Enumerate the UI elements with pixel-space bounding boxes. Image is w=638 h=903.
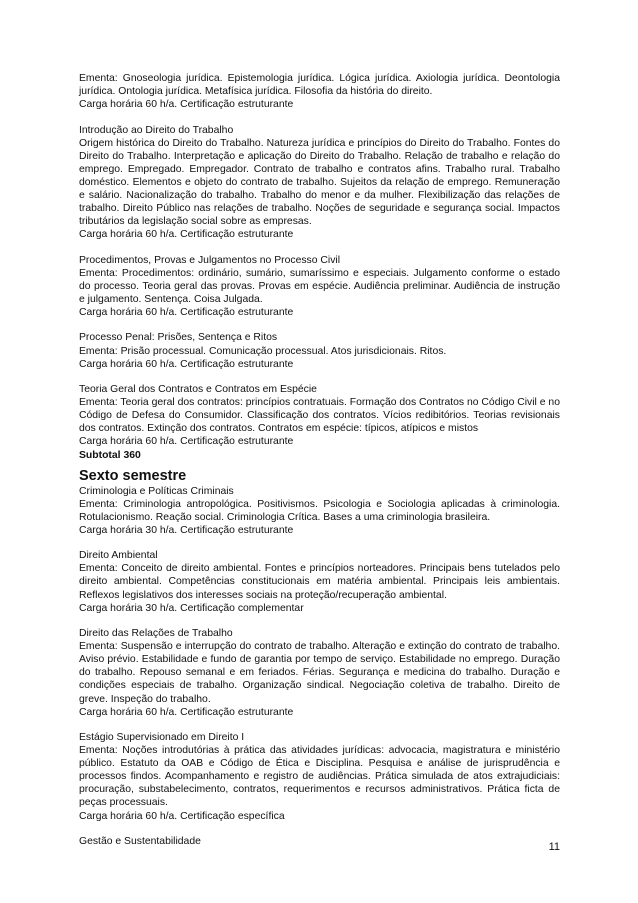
course-carga: Carga horária 60 h/a. Certificação estruturante	[79, 436, 294, 448]
course-block-criminologia	[79, 485, 563, 537]
course-ementa: Ementa: Conceito de direito ambiental. Fontes e princípios norteadores. Principais bens tutelados pelo direito ambiental. Competências constitucionais em matéria ambiental. Principais leis ambientais. Reflexos legislativos dos interesses sociais na proteção/recuperação ambiental.	[79, 563, 563, 601]
course-carga: Carga horária 60 h/a. Certificação estruturante	[79, 99, 294, 111]
course-title: Direito das Relações de Trabalho	[79, 628, 233, 640]
course-block-filosofia	[79, 72, 563, 111]
section-heading: Sexto semestre	[79, 467, 187, 484]
subtotal: Subtotal 360	[79, 449, 141, 461]
course-ementa: Ementa: Procedimentos: ordinário, sumário, sumaríssimo e especiais. Julgamento conforme o estado do processo. Teoria geral das provas. Provas em espécie. Audiência preliminar. Audiência de instrução e julgamento. Sentença. Coisa Julgada.	[79, 267, 563, 305]
course-title: Introdução ao Direito do Trabalho	[79, 124, 234, 136]
course-title: Direito Ambiental	[79, 550, 158, 562]
course-block-gestao	[79, 835, 560, 848]
course-carga: Carga horária 60 h/a. Certificação específica	[79, 810, 285, 822]
course-ementa: Ementa: Noções introdutórias à prática das atividades jurídicas: advocacia, magistratura e ministério público. Estatuto da OAB e Código de Ética e Disciplina. Pesquisa e análise de jurisprudência e processos findos. Acompanhamento e registro de audiências. Prática simulada de atos extrajudiciais: procuração, substabelecimento, contratos, requerimentos e recursos administrativos. Prática ficta de peças processuais.	[79, 745, 563, 809]
course-title: Processo Penal: Prisões, Sentença e Ritos	[79, 332, 278, 344]
document-page	[79, 72, 563, 860]
course-block-direito-ambiental	[79, 549, 563, 614]
course-block-contratos	[79, 383, 563, 448]
course-carga: Carga horária 60 h/a. Certificação estruturante	[79, 307, 294, 319]
course-title: Procedimentos, Provas e Julgamentos no Processo Civil	[79, 254, 341, 266]
course-title: Estágio Supervisionado em Direito I	[79, 732, 245, 744]
course-carga: Carga horária 30 h/a. Certificação estruturante	[79, 524, 294, 536]
course-title: Teoria Geral dos Contratos e Contratos em Espécie	[79, 384, 317, 396]
course-carga: Carga horária 60 h/a. Certificação estruturante	[79, 229, 294, 241]
course-block-processo-penal	[79, 331, 560, 370]
course-ementa: Ementa: Gnoseologia jurídica. Epistemologia jurídica. Lógica jurídica. Axiologia jurídica. Deontologia jurídica. Ontologia jurídica. Metafísica jurídica. Filosofia da história do direito.	[79, 73, 563, 98]
course-ementa: Ementa: Prisão processual. Comunicação processual. Atos jurisdicionais. Ritos.	[79, 345, 447, 357]
course-block-processo-civil	[79, 254, 563, 319]
course-ementa: Ementa: Suspensão e interrupção do contrato de trabalho. Alteração e extinção do contrato de trabalho. Aviso prévio. Estabilidade e fundo de garantia por tempo de serviço. Estabilidade no emprego. Duração do trabalho. Repouso semanal e em feriados. Férias. Segurança e medicina do trabalho. Duração e condições especiais de trabalho. Organização sindical. Negociação coletiva de trabalho. Direito de greve. Inspeção do trabalho.	[79, 641, 563, 705]
course-ementa: Origem histórica do Direito do Trabalho. Natureza jurídica e princípios do Direito do Trabalho. Fontes do Direito do Trabalho. Interpretação e aplicação do Direito do Trabalho. Relação de trabalho e relação do emprego. Empregado. Empregador. Contrato de trabalho e contratos afins. Trabalho rural. Trabalho doméstico. Elementos e objeto do contrato de trabalho. Sujeitos da relação de emprego. Remuneração e salário. Nacionalização do trabalho. Trabalho do menor e da mulher. Flexibilização das relações de trabalho. Direito Público nas relações de trabalho. Noções de seguridade e segurança social. Impactos tributários da legislação social sobre as empresas.	[79, 137, 563, 228]
course-ementa: Ementa: Criminologia antropológica. Positivismos. Psicologia e Sociologia aplicadas à criminologia. Rotulacionismo. Reação social. Criminologia Crítica. Bases a uma criminologia brasileira.	[79, 498, 563, 523]
course-carga: Carga horária 30 h/a. Certificação complementar	[79, 602, 304, 614]
course-block-estagio	[79, 731, 563, 823]
course-carga: Carga horária 60 h/a. Certificação estruturante	[79, 706, 294, 718]
course-carga: Carga horária 60 h/a. Certificação estruturante	[79, 358, 294, 370]
course-block-direito-trabalho	[79, 124, 563, 242]
course-ementa: Ementa: Teoria geral dos contratos: princípios contratuais. Formação dos Contratos no Código Civil e no Código de Defesa do Consumidor. Classificação dos contratos. Vícios redibitórios. Teorias revisionais dos contratos. Extinção dos contratos. Contratos em espécie: típicos, atípicos e mistos	[79, 397, 563, 435]
course-title: Gestão e Sustentabilidade	[79, 835, 201, 847]
course-title: Criminologia e Políticas Criminais	[79, 485, 234, 497]
course-block-relacoes-trabalho	[79, 627, 563, 719]
page-number: 11	[548, 841, 560, 853]
